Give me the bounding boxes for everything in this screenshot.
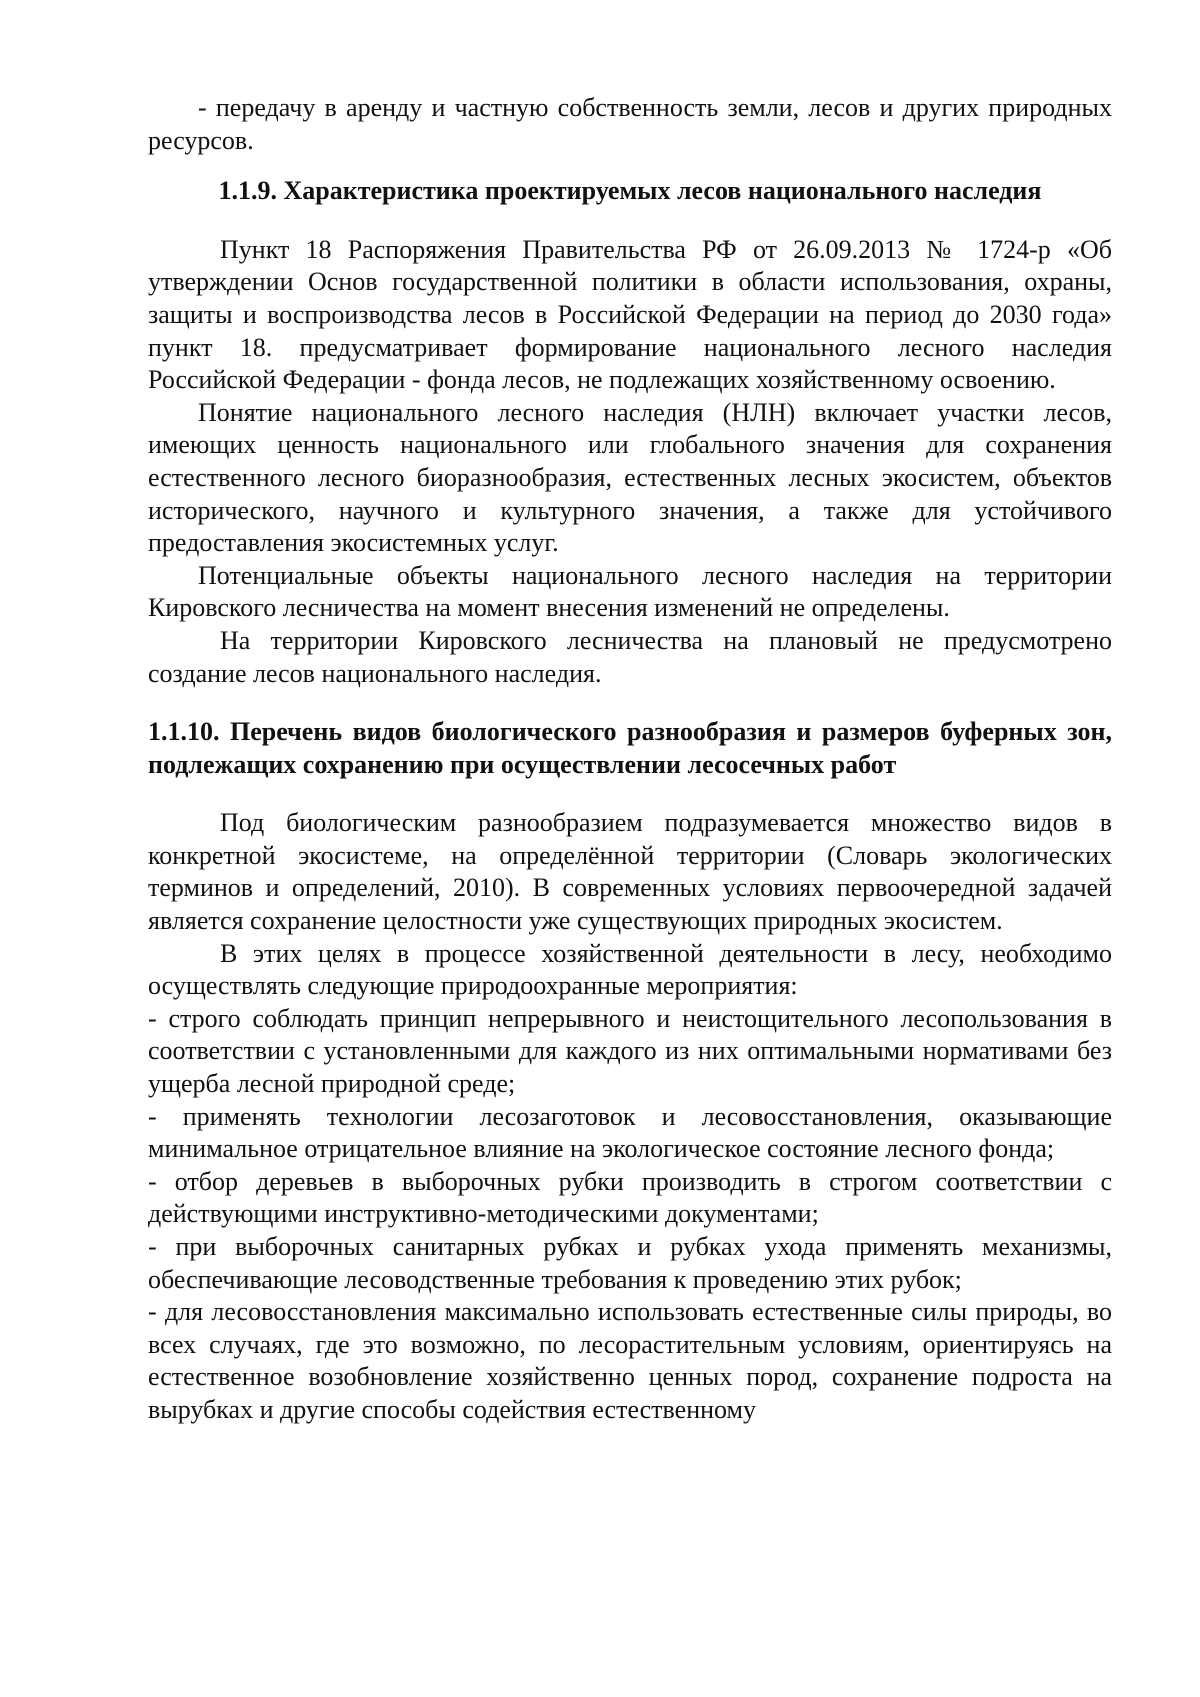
paragraph-biodiversity: Под биологическим разнообразием подразумевается множество видов в конкретной экосистеме, на определённой территории (Словарь экологических терминов и определений, 2010). В современных условиях первоочередной задачей является сохранение целостности уже существующих природных экосистем. <box>148 808 1112 936</box>
list-item: - применять технологии лесозаготовок и лесовосстановления, оказывающие минимальное отрицательное влияние на экологическое состояние лесного фонда; <box>148 1101 1112 1164</box>
section-heading-1-1-9: 1.1.9. Характеристика проектируемых лесов национального наследия <box>218 176 1042 206</box>
paragraph-nln-definition: Понятие национального лесного наследия (НЛН) включает участки лесов, имеющих ценность национального или глобального значения для сохранения естественного лесного биоразнообразия, естественных лесных экосистем, объектов исторического, научного и культурного значения, а также для устойчивого предоставления экосистемных услуг. <box>148 397 1112 558</box>
intro-paragraph: - передачу в аренду и частную собственность земли, лесов и других природных ресурсов. <box>148 93 1112 155</box>
paragraph-decree-18: Пункт 18 Распоряжения Правительства РФ от 26.09.2013 № 1724-р «Об утверждении Основ государственной политики в области использования, охраны, защиты и воспроизводства лесов в Российской Федерации на период до 2030 года» пункт 18. предусматривает формирование национального лесного наследия Российской Федерации - фонда лесов, не подлежащих хозяйственному освоению. <box>148 234 1112 395</box>
list-item: - строго соблюдать принцип непрерывного и неистощительного лесопользования в соответствии с установленными для каждого из них оптимальными нормативами без ущерба лесной природной среде; <box>148 1003 1112 1099</box>
document-page <box>148 92 1112 1427</box>
list-item: - для лесовосстановления максимально использовать естественные силы природы, во всех случаях, где это возможно, по лесорастительным условиям, ориентируясь на естественное возобновление хозяйственно ценных пород, сохранение подроста на вырубках и другие способы содействия естественному <box>148 1297 1112 1424</box>
paragraph-potential-objects: Потенциальные объекты национального лесного наследия на территории Кировского лесничества на момент внесения изменений не определены. <box>148 560 1112 623</box>
list-item: - отбор деревьев в выборочных рубки производить в строгом соответствии с действующими инструктивно-методическими документами; <box>148 1166 1112 1229</box>
list-item: - при выборочных санитарных рубках и рубках ухода применять механизмы, обеспечивающие лесоводственные требования к проведению этих рубок; <box>148 1232 1112 1294</box>
measures-list <box>148 1003 1112 1427</box>
paragraph-no-creation: На территории Кировского лесничества на плановый не предусмотрено создание лесов национального наследия. <box>148 625 1112 688</box>
section-heading-1-1-10: 1.1.10. Перечень видов биологического разнообразия и размеров буферных зон, подлежащих сохранению при осуществлении лесосечных работ <box>148 717 1112 779</box>
paragraph-measures-intro: В этих целях в процессе хозяйственной деятельности в лесу, необходимо осуществлять следующие природоохранные мероприятия: <box>148 938 1112 1001</box>
